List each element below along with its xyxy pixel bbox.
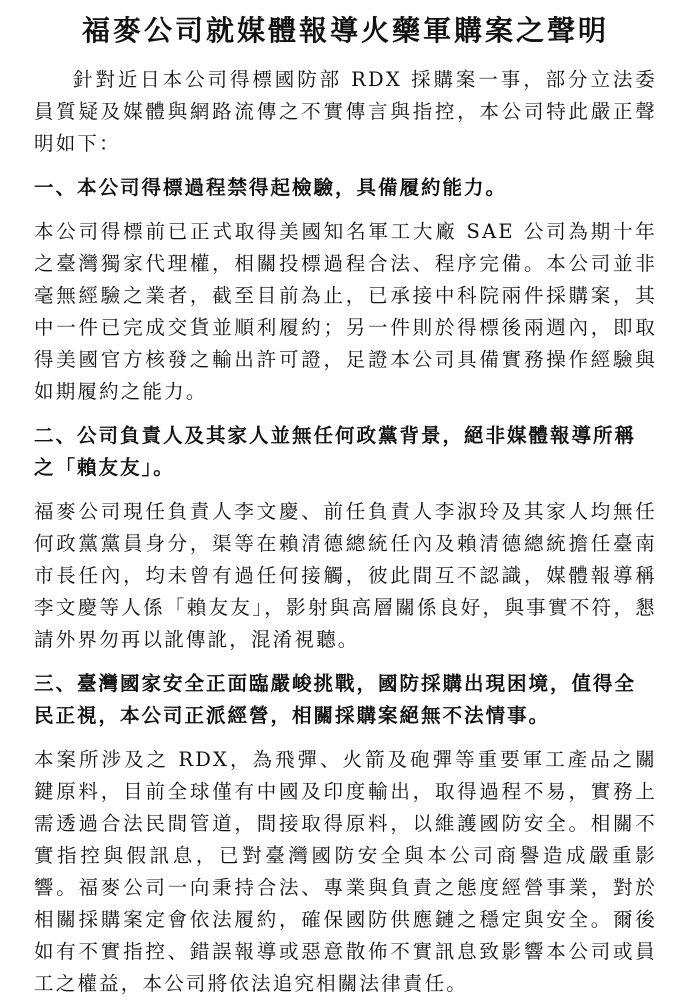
section-3 <box>34 668 657 1000</box>
section-1-body: 本公司得標前已正式取得美國知名軍工大廠 SAE 公司為期十年之臺灣獨家代理權，相關投標過程合法、程序完備。本公司並非毫無經驗之業者，截至目前為止，已承接中科院兩件採購案，其中一件已完成交貨並順利履約；另一件則於得標後兩週內，即取得美國官方核發之輸出許可證，足證本公司具備實務操作經驗與如期履約之能力。 <box>34 220 657 403</box>
section-1-heading: 一、本公司得標過程禁得起檢驗，具備履約能力。 <box>34 176 508 199</box>
statement-title: 福麥公司就媒體報導火藥軍購案之聲明 <box>81 14 609 47</box>
section-3-body: 本案所涉及之 RDX，為飛彈、火箭及砲彈等重要軍工產品之關鍵原料，目前全球僅有中國及印度輸出，取得過程不易，實務上需透過合法民間管道，間接取得原料，以維護國防安全。相關不實指控與假訊息，已對臺灣國防安全與本公司商譽造成嚴重影響。福麥公司一向秉持合法、專業與負責之態度經營事業，對於相關採購案定會依法履約，確保國防供應鏈之穩定與安全。爾後如有不實指控、錯誤報導或惡意散佈不實訊息致影響本公司或員工之權益，本公司將依法追究相關法律責任。 <box>34 748 657 995</box>
section-2 <box>34 420 657 656</box>
section-1 <box>34 172 657 408</box>
intro-paragraph: 針對近日本公司得標國防部 RDX 採購案一事，部分立法委員質疑及媒體與網路流傳之不實傳言與指控，本公司特此嚴正聲明如下： <box>34 68 657 155</box>
section-3-heading: 三、臺灣國家安全正面臨嚴峻挑戰，國防採購出現困境，值得全民正視，本公司正派經營，相關採購案絕無不法情事。 <box>34 672 637 727</box>
section-2-heading: 二、公司負責人及其家人並無任何政黨背景，絕非媒體報導所稱之「賴友友」。 <box>34 424 637 479</box>
section-2-body: 福麥公司現任負責人李文慶、前任負責人李淑玲及其家人均無任何政黨黨員身分，渠等在賴清德總統任內及賴清德總統擔任臺南市長任內，均未曾有過任何接觸，彼此間互不認識，媒體報導稱李文慶等人係「賴友友」，影射與高層關係良好，與事實不符，懇請外界勿再以訛傳訛，混淆視聽。 <box>34 500 657 651</box>
